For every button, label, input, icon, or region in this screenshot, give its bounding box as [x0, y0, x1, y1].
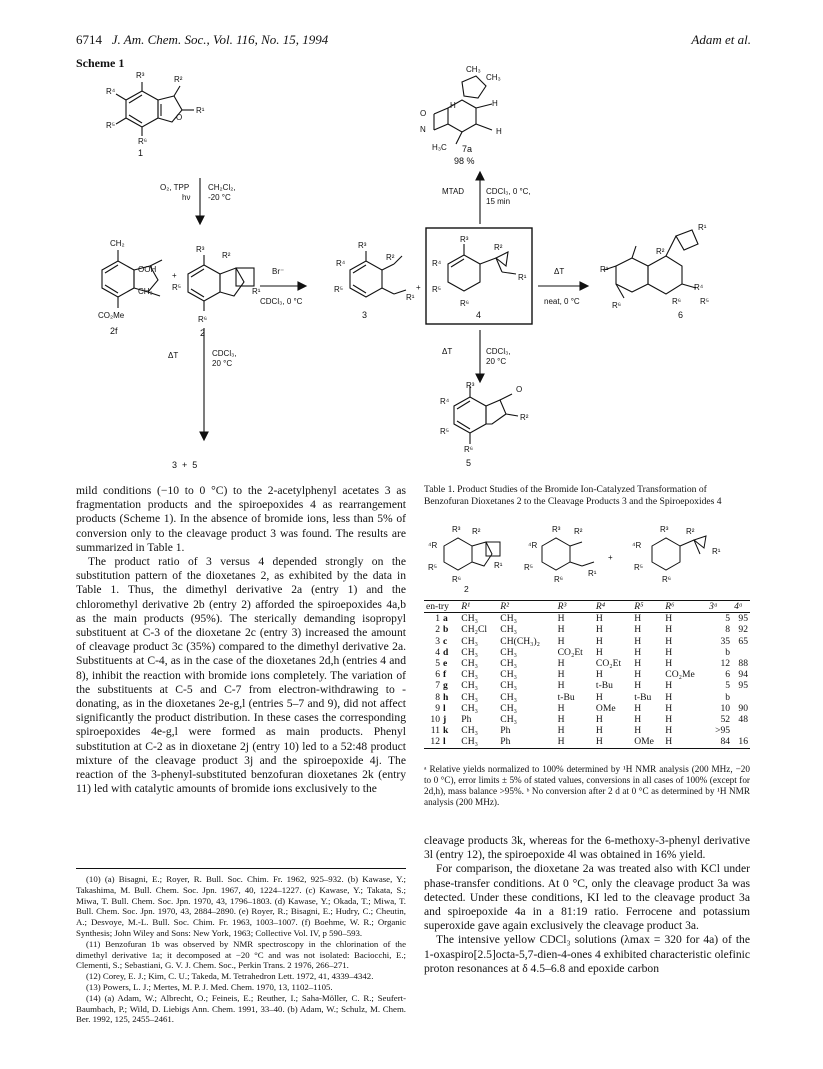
cell-r2: CH₃	[500, 658, 517, 670]
svg-text:+: +	[416, 283, 421, 292]
label-compound-5: 5	[466, 458, 472, 468]
cell-yield3: 6	[725, 669, 731, 681]
cell-yield4	[732, 647, 750, 658]
svg-text:O: O	[420, 109, 427, 118]
cell-entry	[424, 736, 459, 748]
table-row	[424, 647, 750, 658]
entry-letter: e	[443, 658, 448, 670]
cell-r1: CH₃	[461, 725, 478, 737]
arrow-3-time: 15 min	[486, 197, 511, 206]
table-row	[424, 725, 750, 736]
arrow-5-solvent: CDCl₃,	[486, 347, 511, 356]
table-row	[424, 624, 750, 635]
svg-text:R²: R²	[574, 527, 583, 536]
arrow-1-solvent: CH₂Cl₂,	[208, 183, 236, 192]
entry-letter: h	[443, 691, 449, 703]
svg-text:CH₃: CH₃	[466, 65, 481, 74]
left-column-body	[76, 484, 406, 796]
arrow-6-heat: ΔT	[168, 351, 179, 360]
cell-entry	[424, 714, 459, 725]
cell-entry	[424, 613, 459, 625]
svg-text:CH₃: CH₃	[486, 73, 501, 82]
arrow-4-conditions: neat, 0 °C	[544, 297, 580, 306]
cell-yield3: 5	[725, 680, 731, 692]
entry-number: 9	[435, 702, 440, 714]
references	[76, 874, 406, 1025]
svg-text:R²: R²	[494, 243, 503, 252]
cell-r6: H	[665, 691, 673, 703]
entry-number: 4	[435, 646, 440, 658]
cell-r3: H	[557, 624, 565, 636]
cell-yield3: b	[725, 646, 731, 658]
reference-12: (12) Corey, E. J.; Kim, C. U.; Takeda, M. Tetrahedron Lett. 1972, 41, 4339–4342.	[86, 971, 374, 982]
cell-yield4: 95	[738, 680, 748, 692]
cell-yield3: 52	[720, 714, 731, 726]
svg-text:R¹: R¹	[196, 106, 205, 115]
svg-text:R⁶: R⁶	[554, 575, 564, 584]
arrow-1-light: hν	[182, 193, 191, 202]
cell-r3: t-Bu	[557, 691, 575, 703]
cell-yield3: 35	[720, 635, 731, 647]
svg-text:R¹: R¹	[252, 287, 261, 296]
cell-entry	[424, 669, 459, 680]
cell-r2: CH(CH₃)₂	[500, 635, 541, 647]
svg-text:R⁵: R⁵	[700, 297, 710, 306]
cell-yield4: 92	[738, 624, 748, 636]
cell-r3: H	[557, 702, 565, 714]
svg-text:R⁵: R⁵	[634, 563, 644, 572]
table-row	[424, 636, 750, 647]
cell-r2: CH₃	[500, 624, 517, 636]
cell-yield3: >95	[715, 725, 731, 737]
cell-r3: H	[556, 736, 594, 748]
cell-entry	[424, 703, 459, 714]
svg-text:R³: R³	[660, 525, 669, 534]
svg-text:⁴R: ⁴R	[632, 541, 642, 550]
cell-r3: H	[557, 669, 565, 681]
svg-text:R⁴: R⁴	[106, 87, 116, 96]
svg-text:R³: R³	[196, 245, 205, 254]
arrow-6-solvent: CDCl₃,	[212, 349, 237, 358]
entry-number: 12	[430, 736, 440, 748]
cell-r1: CH₃	[461, 669, 478, 681]
svg-text:R³: R³	[136, 71, 145, 80]
svg-text:R⁵: R⁵	[106, 121, 116, 130]
cell-yield4: 95	[738, 613, 748, 625]
arrow-5-temperature: 20 °C	[486, 357, 507, 366]
svg-text:R⁶: R⁶	[612, 301, 622, 310]
cell-r5: H	[634, 646, 642, 658]
svg-text:R¹: R¹	[712, 547, 721, 556]
cell-r5: H	[634, 669, 642, 681]
cell-r4: H	[594, 736, 632, 748]
table-header-row	[424, 601, 750, 613]
col-yield-4: 4ᵃ	[732, 601, 750, 613]
table-1	[424, 600, 750, 749]
entry-number: 7	[435, 680, 440, 692]
page-number: 6714	[76, 32, 102, 47]
entry-number: 3	[435, 635, 440, 647]
cell-yield3: 84	[707, 736, 732, 748]
paragraph-1: mild conditions (−10 to 0 °C) to the 2-acetylphenyl acetates 3 as fragmentation products and the spiroepoxides 4 as rearrangement products (Scheme 1). In the absence of bromide ions, less than 5% of conversion only to the cleavage product 3 was found. The results are summarized in Table 1.	[76, 484, 406, 554]
col-r1: R¹	[459, 601, 498, 613]
cell-yield4: 48	[738, 714, 748, 726]
svg-text:R⁶: R⁶	[672, 297, 682, 306]
paragraph-2: The product ratio of 3 versus 4 depended strongly on the substitution pattern of the dioxetanes 2, as exhibited by the data in Table 1. Thus, the dimethyl derivative 2a (entry 1) and the chloromethyl derivative 2b (entry 2) afforded the spiroepoxides 4a,b as the main products (95%). The sterically demanding isopropyl substituent at C-3 of the dioxetane 2c (entry 3) increased the amount of cleavage product 3c (35%) compared to the dimethyl derivative 2a. Substituents at C-4, as in the case of the dioxetanes 2d,h (entries 4 and 8), inhibit the reaction with bromide ions completely. The variation of the substituents at C-5 and C-7 from electron-withdrawing to -donating, as in the dioxetanes 2e-g,l (entries 5–7 and 9), did not affect significantly the product distribution. In these cases the corresponding spiroepoxides 4e-g,l were formed as main products. Phenyl substitution at C-2 as in dioxetane 2j (entry 10) led to a 52:48 product mixture of the cleavage product 3j and the spiroepoxide 4j. The reaction of the 3-phenyl-substituted benzofuran dioxetanes 2k (entry 11) led with catalytic amounts of bromide ions exclusively to the	[76, 555, 406, 796]
cell-r1: CH₃	[461, 680, 478, 692]
cell-r4: t-Bu	[595, 680, 613, 692]
cell-r4: OMe	[595, 702, 616, 714]
yield-compound-7a: 98 %	[454, 156, 475, 166]
svg-text:R¹: R¹	[588, 569, 597, 578]
arrow-1-temperature: -20 °C	[208, 193, 231, 202]
svg-text:O: O	[176, 113, 183, 122]
svg-text:⁴R: ⁴R	[528, 541, 538, 550]
cell-entry	[424, 624, 459, 635]
entry-number: 1	[435, 613, 440, 625]
cell-r5: H	[634, 635, 642, 647]
cell-r3: H	[557, 725, 565, 737]
cell-r3: H	[557, 635, 565, 647]
reference-10: (10) (a) Bisagni, E.; Royer, R. Bull. Soc. Chim. Fr. 1962, 925–932. (b) Kawase, Y.; Takashima, M. Bull. Chem. Soc. Jpn. 1967, 40, 1224–1227. (c) Kawase, Y.; Takata, S.; Miwa, T. Bull. Chem. Soc. Jpn. 1970, 43, 1796–1803. (d) Kawase, Y.; Okada, T.; Miwa, T. Bull. Chem. Soc. Jpn. 1970, 43, 2884–2890. (e) Royer, R.; Bisagni, E.; Hudry, C.; Cheutin, A.; Desvoye, M.-L. Bull. Soc. Chim. Fr. 1963, 1003–1007. (f) Boehme, W. R.; Organic Synthesis; John Wiley and Sons: New York, 1963; Collective Vol. IV, p 590–593.	[76, 874, 406, 938]
col-r4: R⁴	[594, 601, 632, 613]
svg-text:R⁵: R⁵	[428, 563, 438, 572]
col-r6: R⁶	[663, 601, 707, 613]
cell-entry	[424, 680, 459, 691]
arrow-2-conditions: CDCl₃, 0 °C	[260, 297, 303, 306]
cell-r2: Ph	[500, 725, 511, 737]
cell-r5: H	[634, 702, 642, 714]
svg-text:⁴R: ⁴R	[428, 541, 438, 550]
svg-text:+: +	[172, 271, 177, 280]
label-compound-2f: 2f	[110, 326, 118, 336]
cell-r4: H	[595, 613, 603, 625]
svg-text:R⁵: R⁵	[440, 427, 450, 436]
cell-r2: CH₃	[500, 680, 517, 692]
cell-r2: Ph	[498, 736, 555, 748]
svg-text:R⁶: R⁶	[464, 445, 474, 454]
cell-r3: H	[557, 714, 565, 726]
journal-citation: J. Am. Chem. Soc., Vol. 116, No. 15, 1994	[111, 32, 329, 47]
cell-r6: H	[663, 736, 707, 748]
cell-entry	[424, 636, 459, 647]
cell-r2: CH₃	[500, 669, 517, 681]
cell-yield4	[732, 692, 750, 703]
entry-letter: b	[443, 624, 449, 636]
cell-r1: CH₃	[459, 736, 498, 748]
reference-11: (11) Benzofuran 1b was observed by NMR spectroscopy in the chlorination of the dimethyl derivative 1a; it decomposed at −20 °C and was not isolated: Baciocchi, E.; Clementi, S.; Sebastiani, G. V. J. Chem. Soc., Perkin Trans. 2 1976, 266–271.	[76, 938, 406, 971]
cell-r4: CO₂Et	[595, 658, 622, 670]
svg-text:CH₃: CH₃	[138, 287, 153, 296]
cell-r2: CH₃	[500, 613, 517, 625]
table-row	[424, 669, 750, 680]
cell-r1: CH₃	[461, 646, 478, 658]
cell-yield4	[732, 725, 750, 736]
cell-r5: H	[634, 658, 642, 670]
svg-text:H: H	[492, 99, 498, 108]
cell-entry	[424, 647, 459, 658]
cell-r3: H	[557, 658, 565, 670]
table-1-structures	[424, 520, 750, 596]
cell-r2: CH₃	[500, 702, 517, 714]
cell-r4: H	[595, 714, 603, 726]
right-column-body	[424, 834, 750, 976]
cell-r5: H	[634, 725, 642, 737]
svg-text:R¹: R¹	[698, 223, 707, 232]
reference-14: (14) (a) Adam, W.; Albrecht, O.; Feineis, E.; Reuther, I.; Saha-Möller, C. R.; Seufert-Baumbach, P.; Wild, D. Liebigs Ann. Chem. 1991, 33–40. (b) Adam, W.; Schulz, M. Chem. Ber. 1992, 125, 2455–2461.	[76, 992, 406, 1025]
svg-text:R⁴: R⁴	[432, 259, 442, 268]
label-compound-3: 3	[362, 310, 368, 320]
svg-text:R³: R³	[552, 525, 561, 534]
compound-2f-structure	[102, 250, 162, 308]
cell-yield3: b	[725, 691, 731, 703]
cell-r6: H	[665, 646, 673, 658]
cell-yield3: 8	[725, 624, 731, 636]
cell-r3: CO₂Et	[557, 646, 583, 658]
cell-r6: H	[665, 624, 673, 636]
cell-r1: CH₃	[461, 702, 478, 714]
svg-text:R¹: R¹	[494, 561, 503, 570]
entry-letter: l	[443, 736, 446, 748]
page-header-authors: Adam et al.	[691, 32, 751, 47]
entry-letter: a	[443, 613, 448, 625]
arrow-4-heat: ΔT	[554, 267, 565, 276]
cell-r1: CH₃	[461, 658, 478, 670]
cell-r4: H	[595, 646, 603, 658]
cell-r6: H	[665, 658, 673, 670]
arrow-3-conditions: CDCl₃, 0 °C,	[486, 187, 531, 196]
cell-entry	[424, 658, 459, 669]
svg-text:R⁶: R⁶	[460, 299, 470, 308]
cell-r4: H	[595, 669, 603, 681]
reference-13: (13) Powers, L. J.; Mertes, M. P. J. Med. Chem. 1970, 13, 1102–1105.	[86, 981, 333, 992]
cell-r5: H	[634, 680, 642, 692]
cell-r1: CH₃	[461, 613, 478, 625]
table-structure-label-2: 2	[464, 584, 469, 594]
col-r5: R⁵	[632, 601, 663, 613]
svg-text:R⁵: R⁵	[334, 285, 344, 294]
entry-letter: c	[443, 635, 448, 647]
entry-number: 6	[435, 669, 440, 681]
svg-text:R⁶: R⁶	[452, 575, 462, 584]
cell-r4: H	[595, 725, 603, 737]
cell-yield4: 94	[738, 669, 748, 681]
cell-yield4: 65	[738, 635, 748, 647]
cell-yield4: 16	[732, 736, 750, 748]
arrow-3-reagent: MTAD	[442, 187, 465, 196]
svg-text:OOH: OOH	[138, 265, 157, 274]
svg-text:R²: R²	[222, 251, 231, 260]
arrow-2-reagent: Br⁻	[272, 267, 285, 276]
scheme-1-diagram	[76, 60, 756, 480]
table-row	[424, 680, 750, 691]
table-1-footnote: ᵃ Relative yields normalized to 100% determined by ¹H NMR analysis (200 MHz, −20 to 0 °C), error limits ± 5% of stated values, conversions in all cases of 100% (except for 2d,h), mass balance >95%. ᵇ No conversion after 2 d at 0 °C as determined by ¹H NMR analysis (200 MHz).	[424, 764, 750, 807]
svg-text:R³: R³	[358, 241, 367, 250]
svg-text:N: N	[420, 125, 426, 134]
label-compound-2: 2	[200, 328, 206, 338]
svg-text:R⁴: R⁴	[440, 397, 450, 406]
svg-text:R²: R²	[472, 527, 481, 536]
svg-text:R²: R²	[656, 247, 665, 256]
cell-yield3: 5	[725, 613, 731, 625]
cell-r2: CH₃	[500, 646, 517, 658]
entry-letter: k	[443, 725, 449, 737]
svg-text:R³: R³	[460, 235, 469, 244]
cell-r1: CH₃	[461, 635, 478, 647]
cell-r5: H	[634, 714, 642, 726]
compound-4-structure	[448, 244, 516, 291]
entry-letter: l	[443, 702, 446, 714]
cell-r1: CH₂Cl	[461, 624, 488, 636]
cell-r1: Ph	[461, 714, 472, 726]
compound-7a-structure	[434, 76, 492, 144]
cell-yield3: 12	[720, 658, 731, 670]
label-compound-7a: 7a	[462, 144, 473, 154]
svg-text:R³: R³	[452, 525, 461, 534]
svg-text:R⁴: R⁴	[336, 259, 346, 268]
table-row	[424, 692, 750, 703]
svg-text:R³: R³	[466, 381, 475, 390]
cell-entry	[424, 692, 459, 703]
cell-r4: H	[595, 635, 603, 647]
cell-r3: H	[557, 680, 565, 692]
entry-number: 10	[430, 714, 440, 726]
entry-number: 5	[435, 658, 440, 670]
col-entry: en-try	[424, 601, 459, 613]
table-row	[424, 736, 750, 748]
entry-letter: g	[443, 680, 448, 692]
cell-r5: H	[634, 613, 642, 625]
svg-text:H: H	[496, 127, 502, 136]
label-compound-6: 6	[678, 310, 684, 320]
entry-number: 8	[435, 691, 440, 703]
entry-number: 11	[430, 725, 440, 737]
svg-text:R¹: R¹	[518, 273, 527, 282]
table-row	[424, 613, 750, 625]
cell-r6: H	[665, 613, 673, 625]
cell-r1: CH₃	[461, 691, 478, 703]
svg-text:R⁵: R⁵	[172, 283, 182, 292]
products-3-and-5: 3 + 5	[172, 460, 198, 470]
cell-r6: H	[665, 702, 673, 714]
col-yield-3: 3ᵃ	[707, 601, 732, 613]
table-row	[424, 703, 750, 714]
arrow-1-reagent: O₂, TPP	[160, 183, 190, 192]
cell-r6: CO₂Me	[665, 669, 695, 681]
cell-r5: H	[634, 624, 642, 636]
table-1-caption: Table 1. Product Studies of the Bromide Ion-Catalyzed Transformation of Benzofuran Dioxetanes 2 to the Cleavage Products 3 and the Spiroepoxides 4	[424, 484, 722, 507]
svg-text:R²: R²	[174, 75, 183, 84]
table-row	[424, 714, 750, 725]
compound-1-structure	[116, 82, 194, 136]
label-compound-4: 4	[476, 310, 482, 320]
entry-letter: f	[443, 669, 447, 681]
compound-5-structure	[454, 386, 518, 444]
cell-r4: H	[595, 624, 603, 636]
svg-text:R⁶: R⁶	[198, 315, 208, 324]
svg-text:R¹: R¹	[600, 265, 609, 274]
compound-6-structure	[604, 230, 698, 298]
cell-r4: H	[595, 691, 603, 703]
right-paragraph-2: For comparison, the dioxetane 2a was treated also with KCl under phase-transfer conditions. At 0 °C, only the cleavage product 3a was detected. Under these conditions, KI led to the cleavage product 3a and spiroepoxide 4a in a 81:19 ratio. Ferrocene and potassium superoxide gave again exclusively the cleavage product 3a.	[424, 862, 750, 933]
entry-number: 2	[435, 624, 440, 636]
svg-text:+: +	[608, 553, 613, 562]
scheme-title: Scheme 1	[76, 56, 125, 70]
cell-yield4: 90	[738, 702, 748, 714]
compound-3-structure	[350, 251, 406, 297]
cell-r5: OMe	[632, 736, 663, 748]
svg-text:R⁵: R⁵	[432, 285, 442, 294]
entry-letter: d	[443, 646, 449, 658]
cell-entry	[424, 725, 459, 736]
cell-r6: H	[665, 680, 673, 692]
cell-r5: t-Bu	[634, 691, 652, 703]
svg-text:O: O	[516, 385, 523, 394]
cell-r6: H	[665, 635, 673, 647]
svg-text:H: H	[450, 101, 456, 110]
svg-text:R²: R²	[686, 527, 695, 536]
compound-2-structure	[188, 255, 254, 311]
svg-text:CO₂Me: CO₂Me	[98, 311, 125, 320]
svg-text:R⁵: R⁵	[524, 563, 534, 572]
cell-r6: H	[665, 725, 673, 737]
col-r2: R²	[498, 601, 555, 613]
arrow-6-temperature: 20 °C	[212, 359, 233, 368]
cell-yield3: 10	[720, 702, 731, 714]
cell-r3: H	[557, 613, 565, 625]
cell-r2: CH₃	[500, 691, 517, 703]
right-paragraph-3: The intensive yellow CDCl₃ solutions (λmax = 320 for 4a) of the 1-oxaspiro[2.5]octa-5,7-dien-4-ones 4 exhibited characteristic olefinic proton resonances at δ 4.5–6.8 and epoxide carbon	[424, 933, 750, 975]
svg-text:R²: R²	[520, 413, 529, 422]
svg-text:R¹: R¹	[406, 293, 415, 302]
svg-text:R⁶: R⁶	[138, 137, 148, 146]
svg-text:R²: R²	[386, 253, 395, 262]
svg-text:H₃C: H₃C	[432, 143, 447, 152]
label-compound-1: 1	[138, 148, 144, 158]
cell-r2: CH₃	[500, 714, 517, 726]
svg-text:R⁴: R⁴	[694, 283, 704, 292]
table-row	[424, 658, 750, 669]
svg-text:CH₂: CH₂	[110, 239, 125, 248]
arrow-5-heat: ΔT	[442, 347, 453, 356]
entry-letter: j	[443, 714, 447, 726]
right-paragraph-1: cleavage products 3k, whereas for the 6-methoxy-3-phenyl derivative 3l (entry 12), the spiroepoxide 4l was obtained in 16% yield.	[424, 834, 750, 862]
page-header-left	[76, 32, 328, 48]
references-rule	[76, 868, 406, 869]
cell-yield4: 88	[738, 658, 748, 670]
col-r3: R³	[556, 601, 594, 613]
svg-text:R⁶: R⁶	[662, 575, 672, 584]
cell-r6: H	[665, 714, 673, 726]
